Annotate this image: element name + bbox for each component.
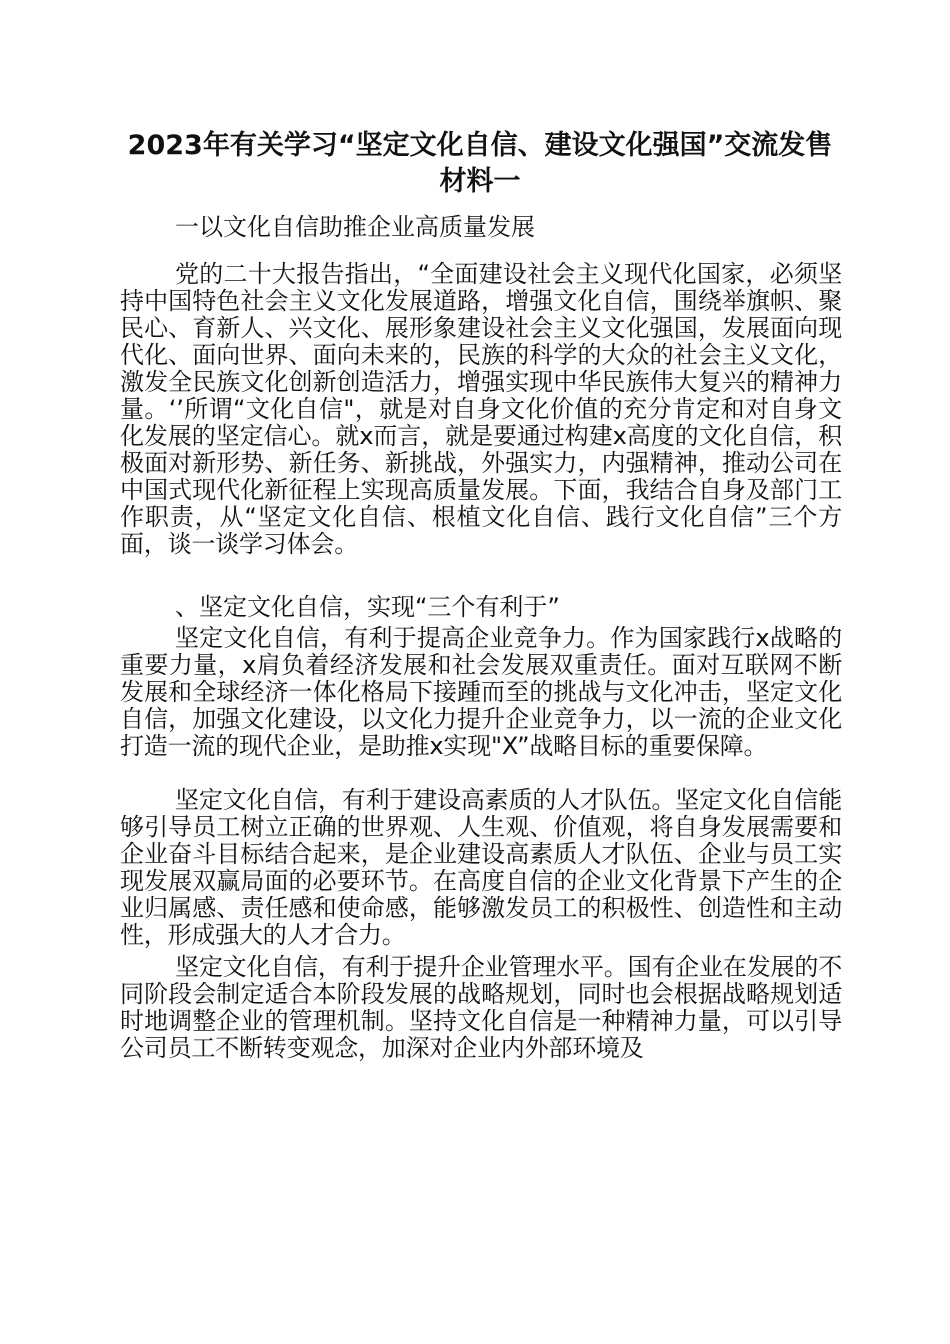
paragraph-intro: 党的二十大报告指出，“全面建设社会主义现代化国家，必须坚持中国特色社会主义文化发展道路，增强文化自信，围绕举旗帜、聚民心、育新人、兴文化、展形象建设社会主义文化强国，发展面向现代化、面向世界、面向未来的，民族的科学的大众的社会主义文化，激发全民族文化创新创造活力，增强实现中华民族伟大复兴的精神力量。‘’所谓“文化自信"，就是对自身文化价值的充分肯定和对自身文化发展的坚定信心。就x而言，就是要通过构建x高度的文化自信，积极面对新形势、新任务、新挑战，外强实力，内强精神，推动公司在中国式现代化新征程上实现高质量发展。下面，我结合自身及部门工作职责，从“坚定文化自信、根植文化自信、践行文化自信”三个方面，谈一谈学习体会。 — [120, 260, 842, 558]
document-title: 2023年有关学习“坚定文化自信、建设文化强国”交流发售材料一 — [127, 130, 833, 197]
paragraph-management: 坚定文化自信，有利于提升企业管理水平。国有企业在发展的不同阶段会制定适合本阶段发展的战略规划，同时也会根据战略规划适时地调整企业的管理机制。坚持文化自信是一种精神力量，可以引导公司员工不断转变观念，加深对企业内外部环境及 — [120, 953, 842, 1062]
paragraph-competitiveness: 坚定文化自信，有利于提高企业竞争力。作为国家践行x战略的重要力量，x肩负着经济发展和社会发展双重责任。面对互联网不断发展和全球经济一体化格局下接踵而至的挑战与文化冲击，坚定文化自信，加强文化建设，以文化力提升企业竞争力，以一流的企业文化打造一流的现代企业，是助推x实现"X”战略目标的重要保障。 — [120, 624, 842, 760]
document-subtitle: 一以文化自信助推企业高质量发展 — [175, 213, 535, 241]
paragraph-talent: 坚定文化自信，有利于建设高素质的人才队伍。坚定文化自信能够引导员工树立正确的世界观、人生观、价值观，将自身发展需要和企业奋斗目标结合起来，是企业建设高素质人才队伍、企业与员工实现发展双赢局面的必要环节。在高度自信的企业文化背景下产生的企业归属感、责任感和使命感，能够激发员工的积极性、创造性和主动性，形成强大的人才合力。 — [120, 786, 842, 949]
section-heading: 、坚定文化自信，实现“三个有利于” — [175, 593, 560, 621]
